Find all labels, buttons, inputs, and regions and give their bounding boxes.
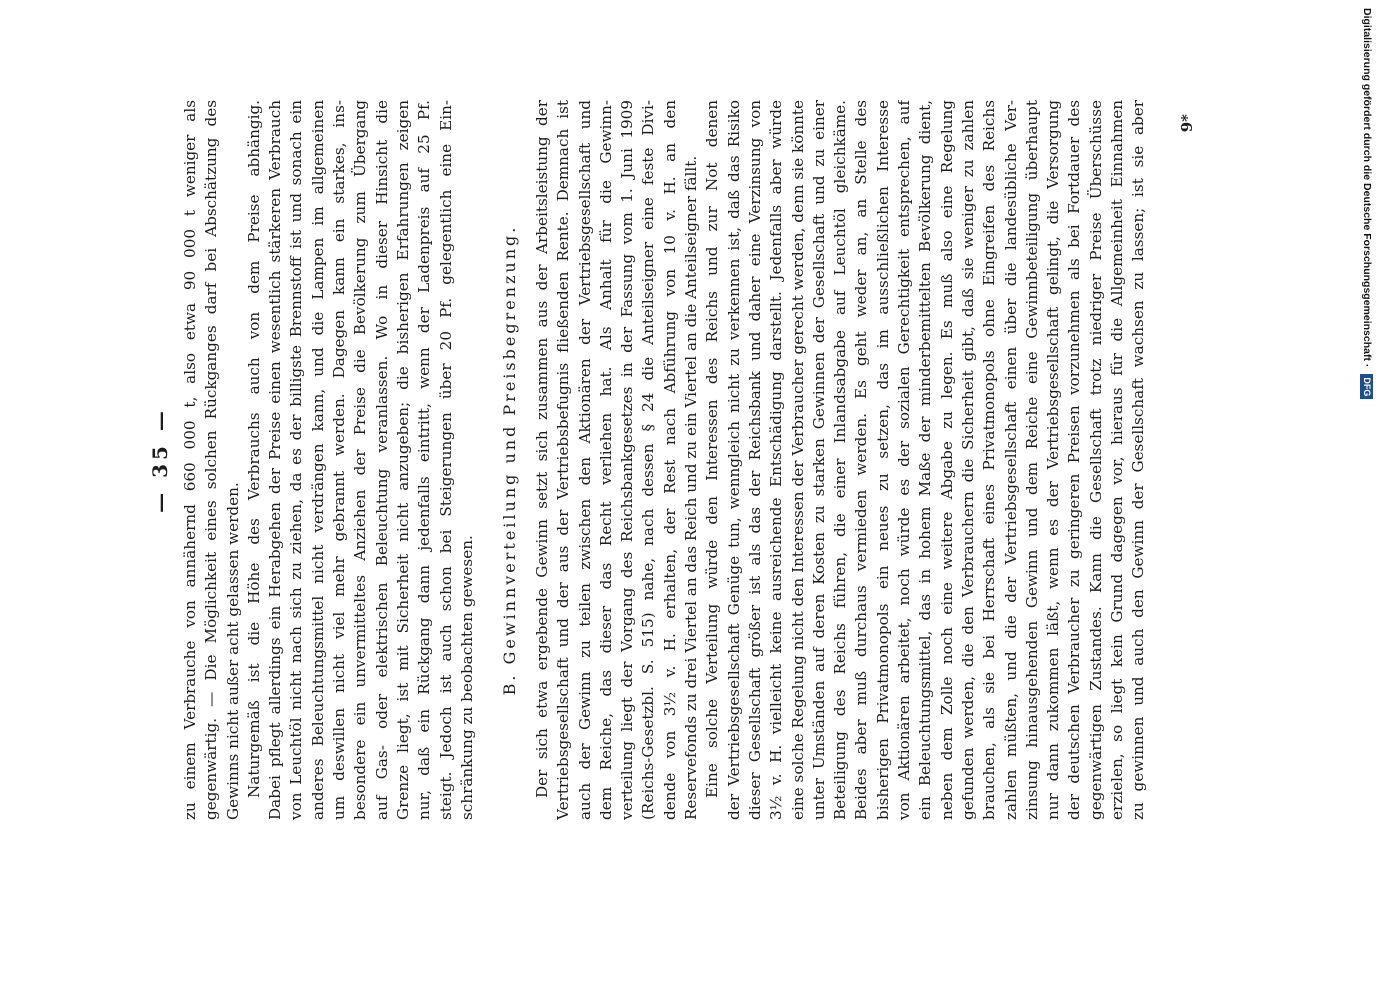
text-line: unter Umständen auf deren Kosten zu starken Gewinnen der Gesellschaft und zu einer — [809, 100, 828, 820]
text-line: neben dem Zolle noch eine weitere Abgabe zu legen. Es muß also eine Regelung — [937, 100, 956, 820]
text-line: um deswillen nicht viel mehr gebrannt werden. Dagegen kann ein starkes, ins- — [330, 100, 349, 820]
text-line: Der sich etwa ergebende Gewinn setzt sich zusammen aus der Arbeitsleistung der — [533, 100, 551, 798]
text-line: bisherigen Privatmonopols ein neues zu setzen, das im ausschließlichen Interesse — [873, 100, 892, 820]
section-heading: B. Gewinnverteilung und Preisbegrenzung. — [500, 224, 519, 696]
text-line: erzielen, so liegt kein Grund dagegen vor, hieraus für die Allgemeinheit Einnahmen — [1108, 100, 1127, 820]
text-line: Dabei pflegt allerdings ein Herabgehen der Preise einen wesentlich stärkeren Verbrauch — [266, 100, 285, 820]
dfg-credit-strip — [1352, 8, 1382, 768]
text-line: Eine solche Verteilung würde den Interessen des Reichs und zur Not denen — [703, 100, 722, 798]
text-line: Grenze liegt, ist mit Sicherheit nicht anzugeben; die bisherigen Erfahrungen zeigen — [393, 100, 412, 820]
text-line: dende von 3½ v. H. erhalten, der Rest nach Abführung von 10 v. H. an den — [660, 100, 679, 820]
text-line: von Leuchtöl nicht nach sich zu ziehen, da es der billigste Brennstoff ist und sonach ein — [287, 100, 306, 820]
text-line: zinsung hinausgehenden Gewinn und dem Reiche eine Gewinnbeteiligung überhaupt — [1022, 100, 1041, 820]
text-line: Beteiligung des Reichs führen, die einer Inlandsabgabe auf Leuchtöl gleichkäme. — [831, 100, 850, 820]
text-line: der Vertriebsgesellschaft Genüge tun, wenngleich nicht zu verkennen ist, daß das Risiko — [724, 100, 743, 820]
text-line: Beides aber muß durchaus vermieden werden. Es geht weder an, an Stelle des — [852, 100, 871, 820]
text-line: ein Beleuchtungsmittel, das in hohem Maße der minderbemittelten Bevölkerung dient, — [916, 100, 935, 820]
text-line: brauchen, als sie bei Herrschaft eines Privatmonopols ohne Eingreifen des Reichs — [980, 100, 999, 820]
dfg-logo: DFG — [1360, 374, 1373, 399]
signature-mark: 9* — [1178, 114, 1196, 133]
text-line: steigt. Jedoch ist auch schon bei Steigerungen über 20 Pf. gelegentlich eine Ein- — [436, 100, 455, 820]
text-line: nur dann zukommen läßt, wenn es der Vertriebsgesellschaft gelingt, die Versorgung — [1044, 100, 1063, 820]
text-line: Naturgemäß ist die Höhe des Verbrauchs auch von dem Preise abhängig. — [244, 100, 263, 798]
rotated-page — [148, 100, 1248, 820]
dfg-credit — [1352, 8, 1382, 768]
text-line: dieser Gesellschaft größer ist als das der Reichsbank und daher eine Verzinsung von — [745, 100, 764, 820]
text-line: gegenwärtig. — Die Möglichkeit eines solchen Rückganges darf bei Abschätzung des — [202, 100, 221, 820]
text-line: eine solche Regelung nicht den Interessen der Verbraucher gerecht werden, denn sie könnte — [788, 100, 807, 820]
paragraph-block-1 — [180, 100, 478, 820]
text-line: anderes Beleuchtungsmittel nicht verdrängen kann, und die Lampen im allgemeinen — [308, 100, 327, 820]
text-line: besondere ein unvermitteltes Anziehen der Preise die Bevölkerung zum Übergang — [351, 100, 370, 820]
dfg-separator: · — [1361, 360, 1373, 371]
text-line: gegenwärtigen Zustandes. Kann die Gesellschaft trotz niedriger Preise Überschüsse — [1086, 100, 1105, 820]
text-line: dem Reiche, das dieser das Recht verliehen hat. Als Anhalt für die Gewinn- — [596, 100, 615, 820]
text-line: auf Gas- oder elektrischen Beleuchtung veranlassen. Wo in dieser Hinsicht die — [372, 100, 391, 820]
text-line: zu einem Verbrauche von annähernd 660 000 t, also etwa 90 000 t weniger als — [181, 100, 199, 820]
dfg-credit-text: Digitalisierung gefördert durch die Deutsche Forschungsgemeinschaft — [1361, 8, 1373, 361]
text-line: gefunden werden, die den Verbrauchern die Sicherheit gibt, daß sie weniger zu zahlen — [958, 100, 977, 820]
text-line: verteilung liegt der Vorgang des Reichsbankgesetzes in der Fassung vom 1. Juni 1909 — [618, 100, 637, 820]
text-line: zahlen müßten, und die der Vertriebsgesellschaft einen über die landesübliche Ver- — [1001, 100, 1020, 820]
text-line: schränkung zu beobachten gewesen. — [457, 535, 476, 820]
paragraph-block-2 — [532, 100, 1150, 820]
text-line: der deutschen Verbraucher zu geringeren Preisen vorzunehmen als bei Fortdauer des — [1065, 100, 1084, 820]
text-line: nur, daß ein Rückgang dann jedenfalls eintritt, wenn der Ladenpreis auf 25 Pf. — [415, 100, 434, 820]
text-line: (Reichs-Gesetzbl. S. 515) nahe, nach dessen § 24 die Anteilseigner eine feste Divi- — [639, 100, 658, 820]
text-line: Vertriebsgesellschaft und der aus der Vertriebsbefugnis fließenden Rente. Demnach ist — [554, 100, 573, 820]
text-line: auch der Gewinn zu teilen zwischen den Aktionären der Vertriebsgesellschaft und — [575, 100, 594, 820]
text-line: zu gewinnen und auch den Gewinn der Gesellschaft wachsen zu lassen; ist sie aber — [1129, 100, 1148, 820]
text-line: 3½ v. H. vielleicht keine ausreichende Entschädigung darstellt. Jedenfalls aber würde — [767, 100, 786, 820]
page-number: — 35 — — [148, 407, 172, 513]
text-line: Reservefonds zu drei Viertel an das Reich und zu ein Viertel an die Anteilseigner fällt. — [682, 155, 701, 820]
text-line: von Aktionären arbeitet, noch würde es der sozialen Gerechtigkeit entsprechen, auf — [895, 100, 914, 820]
text-line: Gewinns nicht außer acht gelassen werden. — [223, 482, 242, 820]
